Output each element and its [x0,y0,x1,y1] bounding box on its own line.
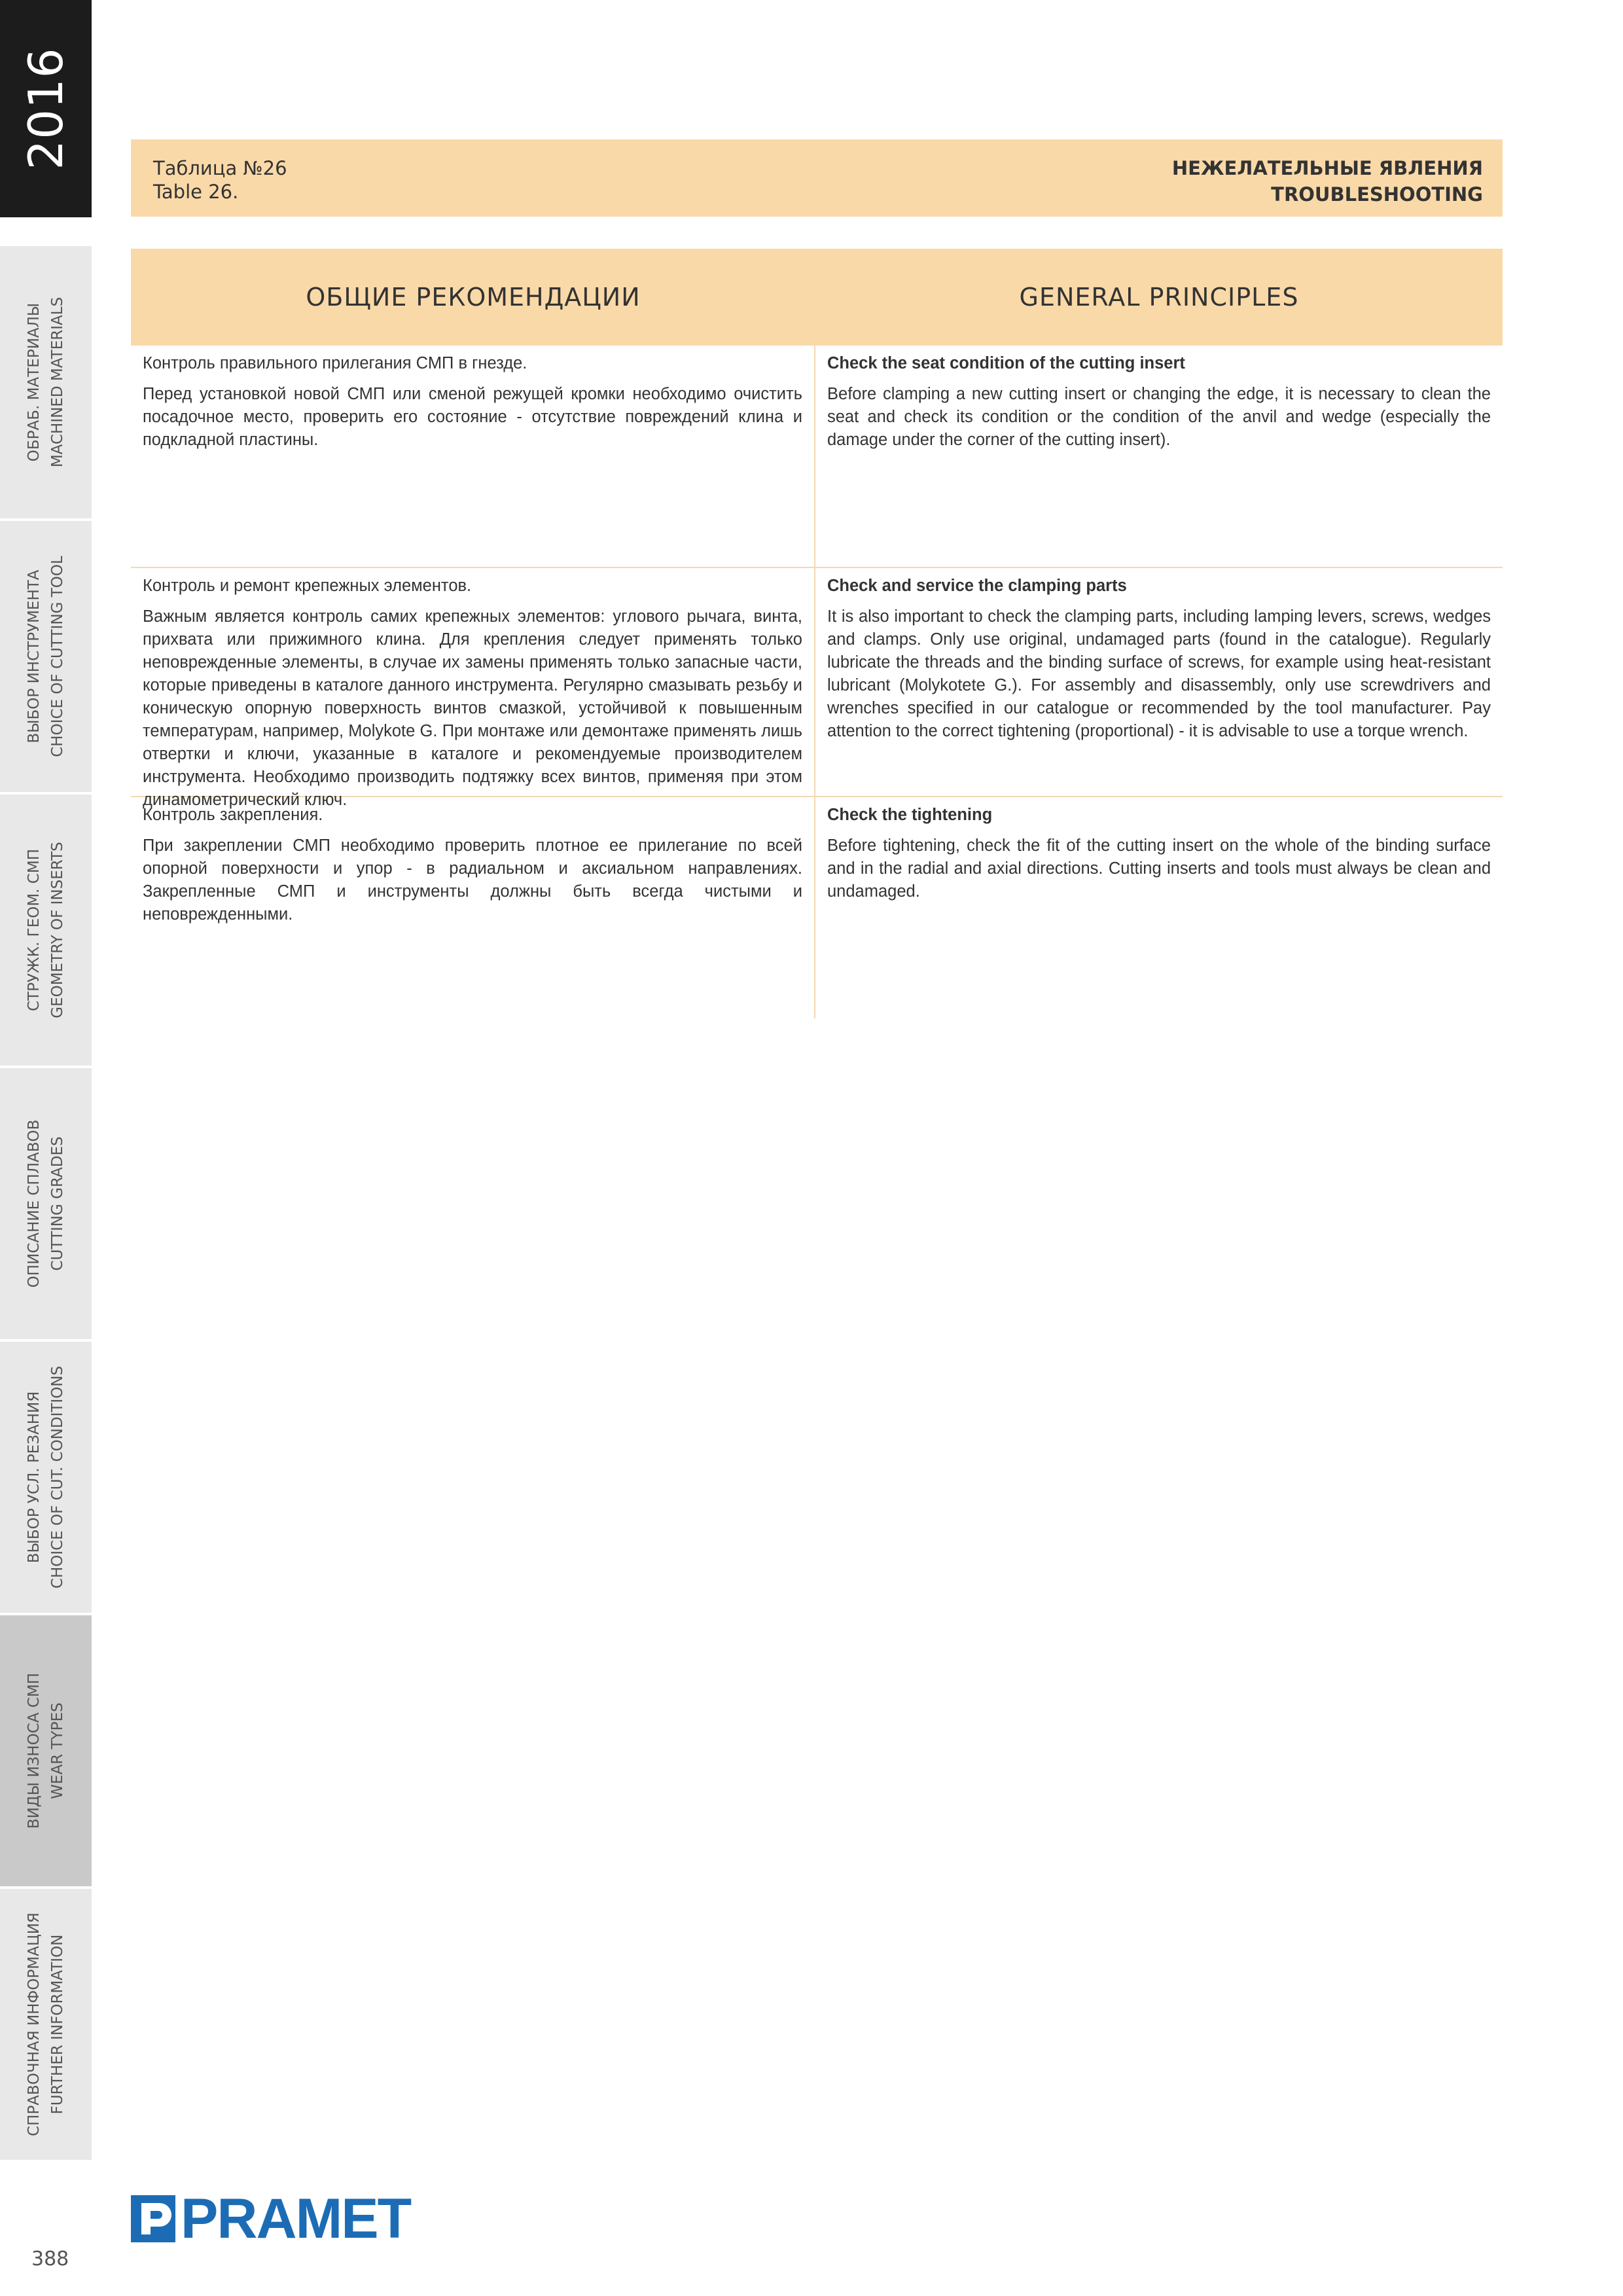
row-heading-en: Check the tightening [827,806,993,824]
sidebar-tab-geometry-of-inserts[interactable] [0,795,92,1066]
sidebar-tab-label: ВИДЫ ИЗНОСА СМП WEAR TYPES [26,1672,66,1829]
table-header [131,249,1503,346]
pramet-logo [131,2187,411,2250]
sidebar-tab-label: ВЫБОР ИНСТРУМЕНТА CHOICE OF CUTTING TOOL [26,556,66,757]
sidebar-tab-wear-types[interactable] [0,1615,92,1886]
row-text-en: It is also important to check the clamping parts, including lamping levers, screws, wedges and clamps. Only use original, undamaged parts (found in the catalogue). Regularly lubricate the threads and the binding surface of screws, for example using heat-resistant lubricant (Molykotete G.). For assembly and disassembly, only use screwdrivers and wrenches specified in our catalogue or recommended by the tool manufacturer. Pay attention to the correct tightening (proportional) - it is advisable to use a torque wrench. [827,607,1491,740]
row-text-ru: При закреплении СМП необходимо проверить плотное ее прилегание по всей опорной поверхности и упор - в радиальном и аксиальном направлениях. Закрепленные СМП и инструменты должны быть всегда чистыми и неповрежденными. [143,836,802,924]
page-number: 388 [31,2248,69,2270]
table-title-band [131,139,1503,217]
cell-ru [131,346,815,567]
sidebar-tab-label: ОБРАБ. МАТЕРИАЛЫ MACHINED MATERIALS [26,296,66,468]
row-text-en: Before tightening, check the fit of the cutting insert on the whole of the binding surface and in the radial and axial directions. Cutting inserts and tools must always be clean and undamaged. [827,836,1491,901]
table-row [131,568,1503,809]
row-text-ru: Перед установкой новой СМП или сменой режущей кромки необходимо очистить посадочное место, проверить его состояние - отсутствие повреждений клина и подкладной пластины. [143,385,802,449]
cell-ru [131,797,815,1018]
sidebar-tab-label: ОПИСАНИЕ СПЛАВОВ CUTTING GRADES [26,1119,66,1288]
row-text-en: Before clamping a new cutting insert or changing the edge, it is necessary to clean the seat and check its condition or the condition of the anvil and wedge (especially the damage under the corner of the cutting insert). [827,385,1491,449]
troubleshooting-table [131,249,1503,1018]
row-heading-ru: Контроль и ремонт крепежных элементов. [143,577,472,595]
sidebar-navigation [0,0,92,2179]
table-number-ru: Таблица №26 [153,157,287,179]
cell-ru [131,568,815,809]
logo-wordmark: PRAMET [181,2187,411,2250]
table-heading-ru: НЕЖЕЛАТЕЛЬНЫЕ ЯВЛЕНИЯ [1171,157,1483,179]
table-row [131,797,1503,1018]
sidebar-tab-label: ВЫБОР УСЛ. РЕЗАНИЯ CHOICE OF CUT. CONDITIONS [26,1365,66,1589]
cell-en [815,568,1503,796]
row-heading-ru: Контроль правильного прилегания СМП в гнезде. [143,354,527,372]
sidebar-tab-machined-materials[interactable] [0,246,92,518]
sidebar-tab-label: СПРАВОЧНАЯ ИНФОРМАЦИЯ FURTHER INFORMATION [26,1912,66,2136]
year-box [0,0,92,217]
row-heading-ru: Контроль закрепления. [143,806,323,824]
column-header-en: GENERAL PRINCIPLES [1019,283,1299,312]
row-heading-en: Check the seat condition of the cutting insert [827,354,1185,372]
table-row [131,346,1503,568]
sidebar-tab-further-information[interactable] [0,1889,92,2160]
column-header-ru: ОБЩИЕ РЕКОМЕНДАЦИИ [306,283,641,312]
year-label: 2016 [18,47,73,170]
cell-en [815,346,1503,567]
sidebar-tab-cutting-grades[interactable] [0,1068,92,1339]
sidebar-tab-label: СТРУЖК. ГЕОМ. СМП GEOMETRY OF INSERTS [26,842,66,1018]
sidebar-tab-choice-of-cutting-tool[interactable] [0,521,92,792]
table-heading-en: TROUBLESHOOTING [1271,183,1483,206]
table-number-en: Table 26. [153,181,239,203]
row-text-ru: Важным является контроль самих крепежных элементов: углового рычага, винта, прихвата или прижимного клина. Для крепления следует применять только неповрежденные элементы, в случае их замены применять только запасные части, которые приведены в каталоге данного инструмента. Регулярно смазывать резьбу и коническую опорную поверхность винтов смазкой, устойчивой к повышенным температурам, например, Molykote G. При монтаже или демонтаже применять лишь отвертки и ключи, указанные в каталоге и рекомендуемые производителем инструмента. Необходимо производить подтяжку всех винтов, применяя при этом динамометрический ключ. [143,607,802,809]
table-number [153,156,287,204]
sidebar-tab-choice-of-cut-conditions[interactable] [0,1342,92,1613]
table-heading [1172,155,1483,207]
cell-en [815,797,1503,1018]
row-heading-en: Check and service the clamping parts [827,577,1127,595]
pramet-logo-icon [131,2195,175,2242]
